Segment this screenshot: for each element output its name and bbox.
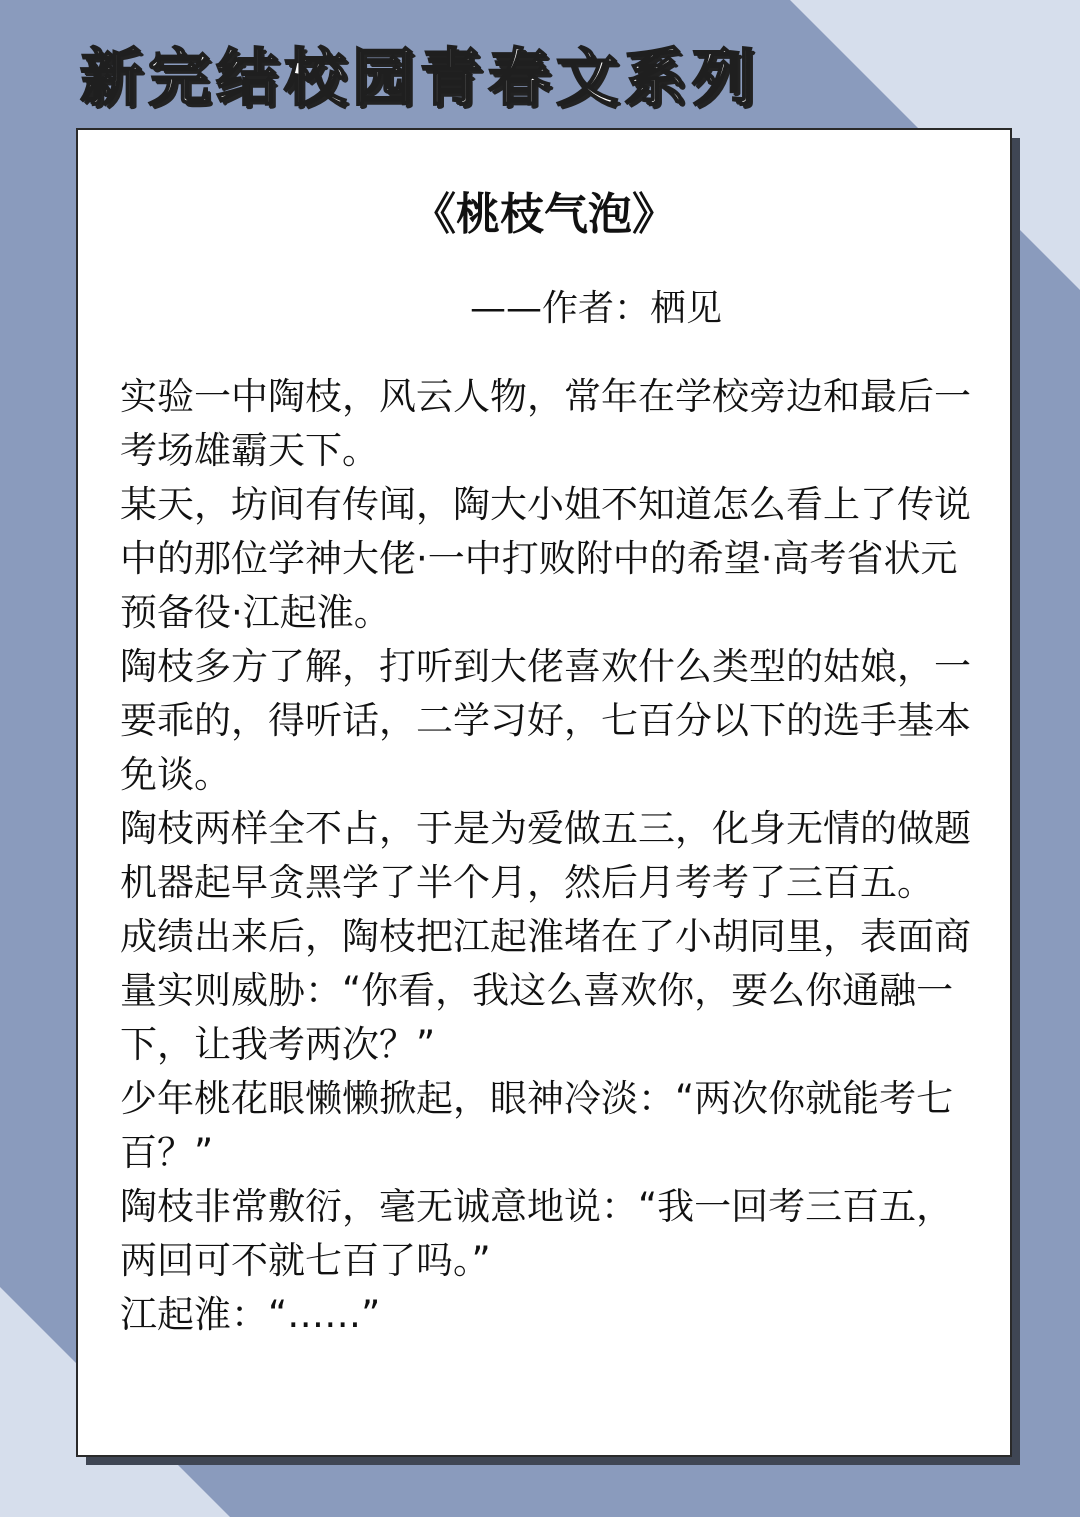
paragraph: 成绩出来后，陶枝把江起淮堵在了小胡同里，表面商量实则威胁：“你看，我这么喜欢你，要么你通融一下，让我考两次？” (120, 915, 971, 1066)
paragraph: 某天，坊间有传闻，陶大小姐不知道怎么看上了传说中的那位学神大佬·一中打败附中的希望·高考省状元预备役·江起淮。 (120, 483, 971, 634)
author-line: ——作者：栖见 (470, 288, 723, 329)
content-card (76, 128, 1012, 1457)
paragraph: 陶枝两样全不占，于是为爱做五三，化身无情的做题机器起早贪黑学了半个月，然后月考考了三百五。 (120, 807, 971, 904)
book-title: 《桃枝气泡》 (412, 189, 676, 240)
synopsis-text (120, 370, 980, 1342)
paragraph: 陶枝非常敷衍，毫无诚意地说：“我一回考三百五，两回可不就七百了吗。” (120, 1185, 954, 1282)
paragraph: 实验一中陶枝，风云人物，常年在学校旁边和最后一考场雄霸天下。 (120, 375, 971, 472)
paragraph: 少年桃花眼懒懒掀起，眼神冷淡：“两次你就能考七百？” (120, 1077, 954, 1174)
paragraph: 陶枝多方了解，打听到大佬喜欢什么类型的姑娘，一要乖的，得听话，二学习好，七百分以下的选手基本免谈。 (120, 645, 971, 796)
series-title: 新完结校园青春文系列 (80, 41, 761, 114)
paragraph: 江起淮：“……” (120, 1293, 381, 1336)
